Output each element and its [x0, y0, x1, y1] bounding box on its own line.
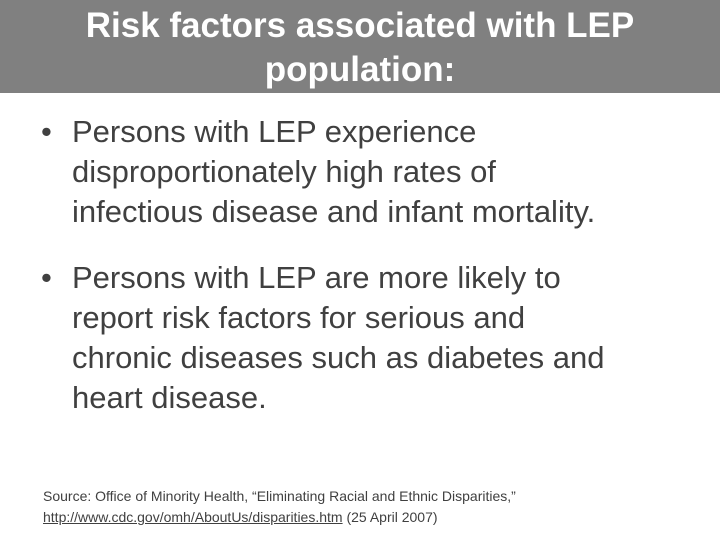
title-bar	[0, 0, 720, 93]
source-link[interactable]: http://www.cdc.gov/omh/AboutUs/disparities.htm	[43, 509, 343, 525]
slide-title-line-1: Risk factors associated with LEP	[85, 6, 635, 45]
slide-title-line-2: population:	[264, 50, 456, 89]
source-date: (25 April 2007)	[342, 509, 438, 525]
bullet-item-lep-risk-factors	[0, 258, 720, 418]
bullet-text-line: disproportionately high rates of	[72, 154, 496, 189]
bullet-dot-icon: •	[41, 114, 52, 149]
bullet-text	[72, 112, 712, 232]
source-citation-text: Source: Office of Minority Health, “Eliminating Racial and Ethnic Disparities,”	[43, 488, 516, 504]
bullet-list	[0, 112, 720, 418]
source-citation	[43, 486, 703, 528]
bullet-dot-icon: •	[41, 260, 52, 295]
bullet-text-line: chronic diseases such as diabetes and	[72, 340, 605, 375]
bullet-text-line: heart disease.	[72, 380, 267, 415]
bullet-text-line: Persons with LEP experience	[72, 114, 477, 149]
bullet-text-line: report risk factors for serious and	[72, 300, 526, 335]
bullet-item-lep-experience	[0, 112, 720, 232]
bullet-text-line: infectious disease and infant mortality.	[72, 194, 596, 229]
source-citation-link-line	[43, 507, 703, 528]
slide-title	[0, 4, 720, 92]
bullet-text-line: Persons with LEP are more likely to	[72, 260, 561, 295]
bullet-text	[72, 258, 712, 418]
